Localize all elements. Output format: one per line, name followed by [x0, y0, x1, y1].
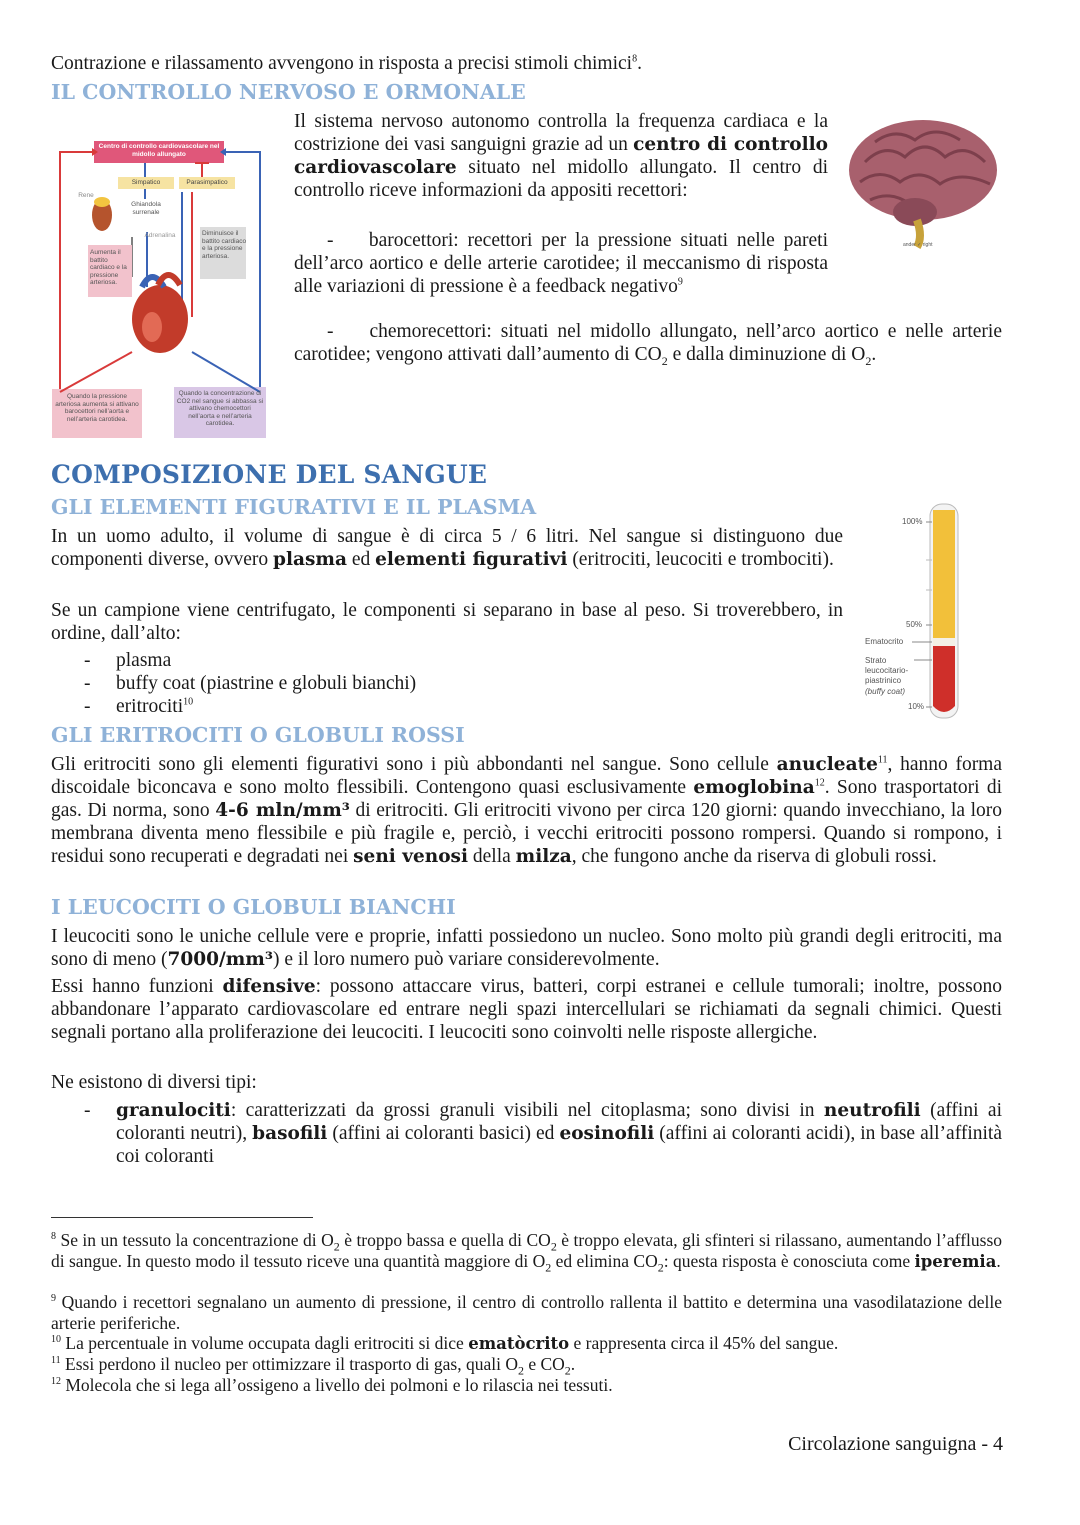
brain-graphic: [845, 112, 1005, 252]
tube-label-ematocrito: Ematocrito: [865, 637, 904, 646]
tube-label-strato: Strato leucocitario-piastrinico: [865, 656, 909, 685]
brain-image: [845, 112, 1005, 252]
footnote-11: $^{11}$ Essi perdono il nucleo per ottimizzare il trasporto di gas, quali $O_2$ e $CO_2$.: [51, 1354, 576, 1378]
diagram-center-label: Centro di controllo cardiovascolare nel midollo allungato: [98, 143, 220, 158]
chemorecettori-item: - chemorecettori: situati nel midollo allungato, nell’arco aortico e nelle arterie carotidee; vengono attivati dall’aumento di $CO_2$ e dalla diminuzione di $O_2$.: [294, 321, 1002, 368]
granulociti-item: - granulociti: caratterizzati da grossi granuli visibili nel citoplasma; sono divisi in neutrofili (affini ai coloranti neutri), basofili (affini ai coloranti basici) ed eosinofili (affini ai coloranti acidi), in base all’affinità coi coloranti: [84, 1100, 1003, 1167]
section-heading-leucociti: I LEUCOCITI O GLOBULI BIANCHI: [51, 895, 456, 919]
footnote-12: $^{12}$ Molecola che si lega all’ossigeno a livello dei polmoni e lo rilascia nei tessuti.: [51, 1375, 613, 1395]
list-item: - buffy coat (piastrine e globuli bianchi): [84, 673, 417, 694]
tube-label-buffy: (buffy coat): [865, 687, 906, 696]
leucociti-paragraph-2: Essi hanno funzioni difensive: possono attaccare virus, batteri, corpi estranei e cellule tumorali; inoltre, possono abbandonare l’apparato cardiovascolare ed entrare negli spazi intercellulari se richiamati da segnali chimici. Questi segnali portano alla proliferazione dei leucociti. I leucociti sono coinvolti nelle risposte allergiche.: [51, 976, 1002, 1043]
diagram-box-left: Quando la pressione arteriosa aumenta si attivano barocettori nell’aorta e nell’arteria carotidea.: [55, 393, 139, 423]
test-tube-figure: [862, 500, 972, 725]
footnote-separator: [51, 1217, 313, 1218]
tube-label-10: 10%: [908, 702, 925, 711]
section-heading-controllo: IL CONTROLLO NERVOSO E ORMONALE: [51, 80, 526, 104]
section-heading-elementi: GLI ELEMENTI FIGURATIVI E IL PLASMA: [51, 495, 537, 519]
list-item: - eritrociti$^{10}$: [84, 696, 194, 717]
diagram-box-right: Quando la concentrazione di CO2 nel sangue si abbassa si attivano chemocettori nell’aorta e nell’arteria carotidea.: [176, 390, 264, 427]
diagram-diminuisce: Diminuisce il battito cardiaco e la pressione arteriosa.: [202, 230, 247, 260]
list-item: - plasma: [84, 650, 172, 671]
intro-line: Contrazione e rilassamento avvengono in risposta a precisi stimoli chimici$^8$.: [51, 53, 642, 74]
leucociti-paragraph-1: I leucociti sono le uniche cellule vere e proprie, infatti possiedono un nucleo. Sono molto più grandi degli eritrociti, ma sono di meno (7000/mm³) e il loro numero può variare considerevolmente.: [51, 926, 1002, 970]
page-footer: Circolazione sanguigna - 4: [788, 1433, 1003, 1455]
eritrociti-paragraph: Gli eritrociti sono gli elementi figurativi sono i più abbondanti nel sangue. Sono cellule anucleate$^{11}$, hanno forma discoidale biconcava e sono molto flessibili. Contengono quasi esclusivamente emoglobina$^{12}$. Sono trasportatori di gas. Di norma, sono 4-6 mln/mm³ di eritrociti. Gli eritrociti vivono per circa 120 giorni: quando invecchiano, la loro membrana diventa meno flessibile e più fragile e, perciò, i vecchi eritrociti possono rompersi. Quando si rompono, i residui sono recuperati e degradati nei seni venosi della milza, che fungono anche da riserva di globuli rossi.: [51, 754, 1003, 867]
section-heading-composizione: COMPOSIZIONE DEL SANGUE: [51, 460, 488, 489]
footnote-8: $^8$ Se in un tessuto la concentrazione di $O_2$ è troppo bassa e quella di $CO_2$ è troppo elevata, gli sfinteri si rilassano, aumentando l’afflusso di sangue. In questo modo il tessuto riceve una quantità maggiore di $O_2$ ed elimina $CO_2$: questa risposta è conosciuta come iperemia.: [51, 1230, 1003, 1274]
leucociti-paragraph-3: Ne esistono di diversi tipi:: [51, 1072, 257, 1093]
barocettori-item: - barocettori: recettori per la pressione situati nelle pareti dell’arco aortico e delle arterie carotidee; il meccanismo di risposta alle variazioni di pressione è a feedback negativo$^9$: [294, 230, 828, 297]
diagram-adrenalina: Adrenalina: [144, 232, 176, 239]
diagram-ghiandola: Ghiandola surrenale: [131, 201, 161, 216]
diagram-aumenta: Aumenta il battito cardiaco e la pressione arteriosa.: [90, 249, 127, 286]
footnote-10: $^{10}$ La percentuale in volume occupata dagli eritrociti si dice ematòcrito e rappresenta circa il 45% del sangue.: [51, 1333, 839, 1353]
diagram-parasimpatico: Parasimpatico: [186, 179, 228, 186]
centrifuge-list: [51, 649, 751, 718]
footnote-9: $^9$ Quando i recettori segnalano un aumento di pressione, il centro di controllo rallenta il battito e determina una vasodilatazione delle arterie periferiche.: [51, 1292, 1002, 1333]
diagram-rene: Rene: [78, 192, 94, 199]
elementi-paragraph-1: In un uomo adulto, il volume di sangue è di circa 5 / 6 litri. Nel sangue si distinguono due componenti diverse, ovvero plasma ed elementi figurativi (eritrociti, leucociti e trombociti).: [51, 526, 843, 570]
tube-label-50: 50%: [906, 620, 923, 629]
brain-caption: ander ✓ right: [903, 242, 933, 248]
elementi-paragraph-2: Se un campione viene centrifugato, le componenti si separano in base al peso. Si troverebbero, in ordine, dall’alto:: [51, 600, 843, 644]
diagram-simpatico: Simpatico: [131, 179, 161, 186]
section-heading-eritrociti: GLI ERITROCITI O GLOBULI ROSSI: [51, 723, 465, 747]
cardiovascular-control-diagram: [52, 137, 268, 440]
controllo-paragraph: Il sistema nervoso autonomo controlla la frequenza cardiaca e la costrizione dei vasi sanguigni grazie ad un centro di controllo cardiovascolare situato nel midollo allungato. Il centro di controllo riceve informazioni da appositi recettori:: [294, 111, 828, 201]
tube-label-100: 100%: [902, 517, 923, 526]
